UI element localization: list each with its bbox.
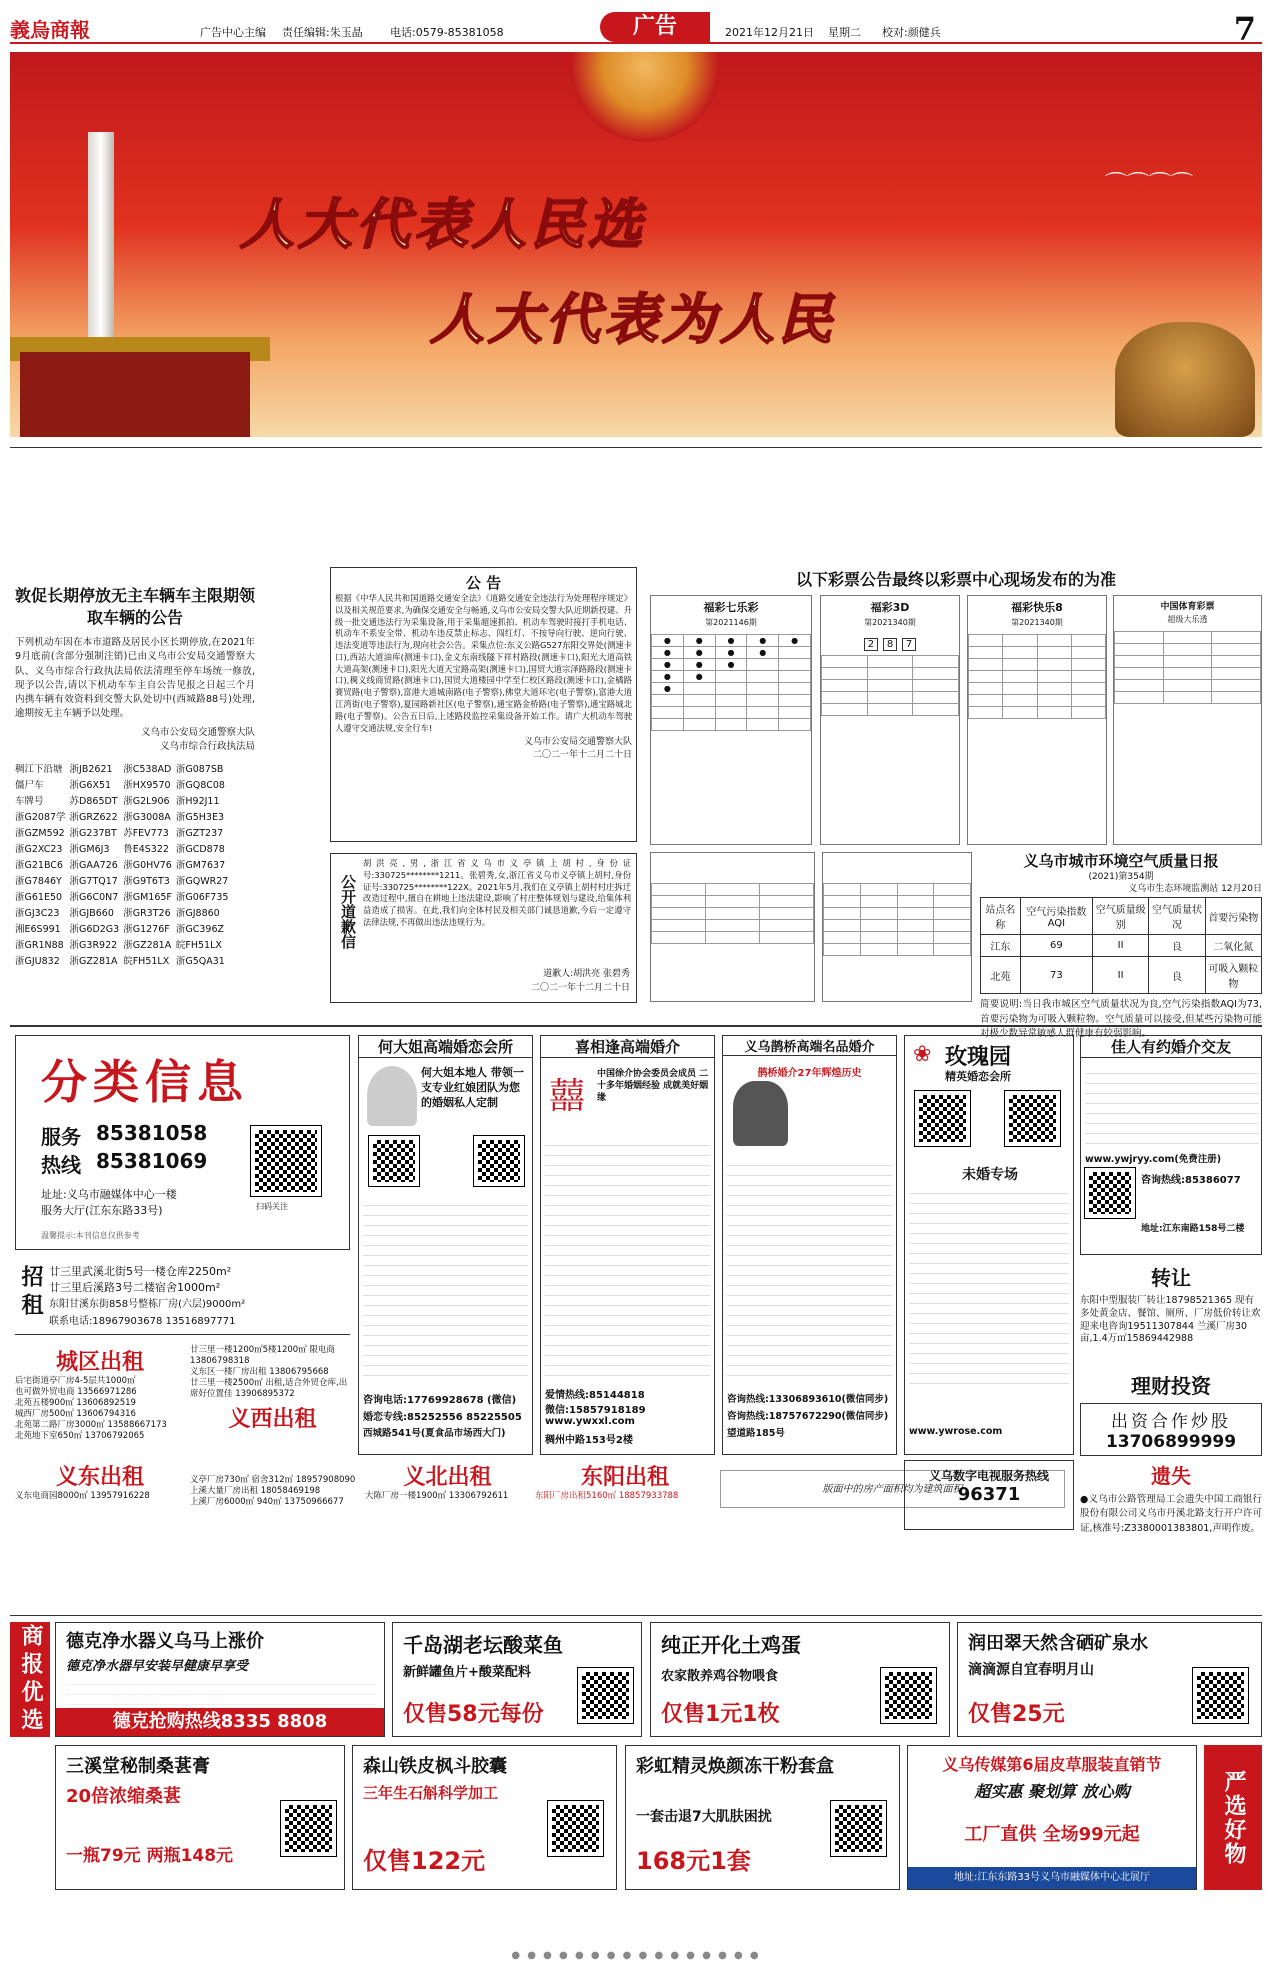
lottery-qlc-issue: 第2021146期 bbox=[705, 618, 757, 627]
transfer-title: 转让 bbox=[1151, 1266, 1191, 1290]
plate-row bbox=[15, 904, 232, 920]
promo-fur-title: 义乌传媒第6届皮草服装直销节 bbox=[942, 1755, 1162, 1774]
match-3-slogan: 鹊桥婚介27年辉煌历史 bbox=[757, 1068, 862, 1079]
air-cell: 空气质量状况 bbox=[1149, 898, 1205, 935]
air-cell: 江东 bbox=[981, 935, 1021, 957]
air-cell: II bbox=[1092, 935, 1148, 957]
rent-line3: 东阳甘溪东街858号整栋厂房(六层)9000m² bbox=[49, 1299, 246, 1310]
match-4-special: 未婚专场 bbox=[962, 1167, 1018, 1183]
plate-row bbox=[15, 808, 232, 824]
qr-code-icon[interactable] bbox=[915, 1091, 970, 1146]
weekday: 星期二 bbox=[828, 26, 861, 39]
yibei-title: 义北出租 bbox=[403, 1465, 492, 1490]
transfer-box bbox=[1080, 1262, 1262, 1346]
yixi-list bbox=[190, 1475, 360, 1508]
dongyang-box bbox=[15, 1460, 185, 1502]
match-2-web: www.ywxxl.com bbox=[545, 1416, 635, 1427]
hotline-label: 热线 bbox=[41, 1153, 81, 1177]
banner-line2: 人大代表为人民 bbox=[430, 287, 836, 351]
lottery-title: 以下彩票公告最终以彩票中心现场发布的为准 bbox=[795, 570, 1116, 589]
match-1-addr: 西城路541号(夏食品市场西大门) bbox=[363, 1428, 506, 1439]
match-5-addr: 地址:江东南路158号二楼 bbox=[1141, 1224, 1245, 1234]
match-1-tel2: 婚恋专线:85252556 85225505 bbox=[363, 1412, 522, 1423]
match-1 bbox=[358, 1035, 533, 1455]
hotline-phone: 85381069 bbox=[96, 1149, 208, 1173]
list-item: 上溪厂房6000㎡ 940㎡ 13750966677 bbox=[190, 1497, 344, 1508]
plate-cell: 苏D865DT bbox=[69, 795, 118, 807]
plate-cell: 浙G5QA31 bbox=[175, 955, 225, 967]
promo-fish-sub: 新鲜罐鱼片+酸菜配料 bbox=[403, 1665, 531, 1680]
plate-cell: 皖FH51LX bbox=[175, 939, 222, 951]
plate-row bbox=[15, 792, 232, 808]
disclaimer: 版面中的房产面积均为建筑面积 bbox=[720, 1470, 1065, 1508]
plate-cell: 浙GZ281A bbox=[123, 939, 172, 951]
dongyang-title: 东阳出租 bbox=[580, 1465, 669, 1490]
nianshan-list bbox=[190, 1345, 355, 1400]
promo-powder-sub: 一套击退7大肌肤困扰 bbox=[636, 1809, 772, 1825]
newspaper-logo: 義烏商報 bbox=[10, 18, 90, 42]
air-issue: (2021)第354期 bbox=[1088, 872, 1154, 882]
promo-mulberry[interactable] bbox=[55, 1745, 345, 1890]
member-list bbox=[1085, 1064, 1259, 1144]
transfer-body: 东阳中型服装厂转让18798521365 现有多处黄金店、餐馆、厕所、厂房低价转让欢迎来电咨询19511307844 兰溪厂房30亩,1.4万㎡15869442988 bbox=[1080, 1295, 1261, 1345]
lottery-kl8-name: 福彩快乐8 bbox=[1011, 601, 1063, 614]
match-3-tel2: 咨询热线:18757672290(微信同步) bbox=[727, 1411, 889, 1422]
vehicle-notice-body: 下列机动车因在本市道路及居民小区长期停放,在2021年9月底前(含部分强制注销)已由义乌市公安局交通警察大队、义乌市综合行政执法局依法清理至停车场统一修放,现予以公告,请以下机动车车主自公告见报之日起三个月内携车辆有效资料到交警大队处切中(西城路88号)处理,逾期按无主车辆予以处理。 bbox=[15, 637, 255, 720]
banner bbox=[10, 52, 1262, 437]
air-cell: 北苑 bbox=[981, 957, 1021, 994]
member-list bbox=[727, 1156, 892, 1381]
traffic-notice-title: 公 告 bbox=[465, 574, 502, 592]
plate-cell: 浙G6X51 bbox=[69, 779, 112, 791]
match-2-wechat: 微信:15857918189 bbox=[545, 1405, 646, 1416]
banner-line1: 人大代表人民选 bbox=[240, 192, 646, 256]
qr-code-icon[interactable] bbox=[251, 1126, 321, 1196]
plate-cell: 苏FEV773 bbox=[123, 827, 169, 839]
plate-row bbox=[15, 840, 232, 856]
chengqu-box bbox=[15, 1345, 185, 1442]
match-3-title: 义乌鹊桥高端名品婚介 bbox=[723, 1036, 896, 1056]
promo-fish-price: 仅售58元每份 bbox=[403, 1702, 544, 1727]
qr-code-icon[interactable] bbox=[1193, 1668, 1248, 1723]
plate-cell: 浙G3R922 bbox=[69, 939, 118, 951]
air-cell: 空气污染指数AQI bbox=[1020, 898, 1092, 935]
date: 2021年12月21日 bbox=[725, 26, 814, 39]
dongyang-item: 东阳厂房出租5160㎡ 18857933788 bbox=[535, 1491, 679, 1501]
promo-mulberry-title: 三溪堂秘制桑葚膏 bbox=[66, 1756, 210, 1777]
tv-phone: 96371 bbox=[957, 1484, 1021, 1505]
promo-dek-sub: 德克净水器早安装早健康早享受 bbox=[66, 1659, 249, 1674]
lottery-qlc bbox=[650, 595, 812, 845]
member-list bbox=[545, 1136, 710, 1381]
traffic-sig: 义乌市公安局交通警察大队 bbox=[523, 737, 632, 748]
service-phone: 85381058 bbox=[96, 1121, 208, 1145]
plate-cell: 浙G237BT bbox=[69, 827, 117, 839]
plate-row bbox=[15, 776, 232, 792]
traffic-notice bbox=[330, 567, 637, 842]
lottery-qlc-grid: ● ● ● ● ● ● ● ● ● ● ● ● ● ● ● bbox=[651, 634, 811, 731]
classified-notice: 温馨提示:本刊信息仅供参考 bbox=[41, 1231, 140, 1240]
promo-egg-sub: 农家散养鸡谷物喂食 bbox=[661, 1669, 779, 1684]
promo-egg-title: 纯正开化土鸡蛋 bbox=[661, 1633, 801, 1657]
match-4 bbox=[904, 1035, 1074, 1455]
promo-fish[interactable] bbox=[392, 1622, 642, 1737]
plate-cell: 浙GJU832 bbox=[15, 955, 60, 967]
list-item: 北苑五楼900㎡ 13606892519 bbox=[15, 1398, 136, 1409]
lottery-dlt bbox=[1113, 595, 1262, 845]
plate-row bbox=[15, 920, 232, 936]
section-tag: 广告 bbox=[600, 12, 710, 42]
air-cell: 二氧化氮 bbox=[1205, 935, 1261, 957]
air-cell: 站点名称 bbox=[981, 898, 1021, 935]
air-cell: 69 bbox=[1020, 935, 1092, 957]
plate-cell: 浙GC396Z bbox=[175, 923, 225, 935]
air-cell: 73 bbox=[1020, 957, 1092, 994]
lost-body: ●义乌市公路管理局工会遗失中国工商银行股份有限公司义乌市丹溪北路支行开户许可证,核准号:Z3380001383801,声明作废。 bbox=[1080, 1494, 1262, 1534]
plate-cell: 浙G7846Y bbox=[15, 875, 62, 887]
promo-powder-price: 168元1套 bbox=[636, 1847, 751, 1875]
qr-code-icon[interactable] bbox=[881, 1668, 936, 1723]
promo-fur-addr: 地址:江东东路33号义乌市融媒体中心北展厅 bbox=[908, 1867, 1196, 1889]
plate-cell: 浙G2L906 bbox=[123, 795, 170, 807]
qr-code-icon[interactable] bbox=[281, 1801, 336, 1856]
plate-cell: 浙GJB660 bbox=[69, 907, 114, 919]
promo-egg-price: 仅售1元1枚 bbox=[661, 1702, 780, 1727]
plate-cell: 浙C538AD bbox=[123, 763, 172, 775]
lottery-tc2 bbox=[822, 852, 972, 1002]
plate-cell: 浙G6D2G3 bbox=[69, 923, 120, 935]
list-item: 也可做外贸电商 13566971286 bbox=[15, 1387, 137, 1398]
plate-cell: 浙G2XC23 bbox=[15, 843, 63, 855]
air-header-row bbox=[981, 898, 1262, 935]
promo-dek-hotline: 德克抢购热线8335 8808 bbox=[56, 1708, 384, 1736]
air-row bbox=[981, 957, 1262, 994]
plate-row bbox=[15, 952, 232, 968]
plate-cell: 浙G3008A bbox=[123, 811, 171, 823]
plate-cell: 浙GM7637 bbox=[175, 859, 226, 871]
list-item: 后宅街道亭厂房4-5层共1000㎡ bbox=[15, 1376, 136, 1386]
qr-code-icon[interactable] bbox=[548, 1801, 603, 1856]
qr-code-icon[interactable] bbox=[578, 1668, 633, 1723]
promo-dendrobium-price: 仅售122元 bbox=[363, 1847, 486, 1875]
air-row bbox=[981, 935, 1262, 957]
match-4-web: www.ywrose.com bbox=[909, 1426, 1003, 1437]
match-3-phone: 咨询热线:13306893610(微信同步) bbox=[727, 1394, 889, 1405]
doves-icon: ⌒⌒⌒⌒ bbox=[1105, 172, 1194, 197]
editor: 责任编辑:朱玉晶 bbox=[282, 26, 363, 39]
finance-body: 出资合作炒股 bbox=[1111, 1412, 1231, 1432]
promo-fish-title: 千岛湖老坛酸菜鱼 bbox=[403, 1633, 563, 1657]
air-cell: 良 bbox=[1149, 957, 1205, 994]
promo-mulberry-sub: 20倍浓缩桑葚 bbox=[66, 1786, 182, 1807]
lottery-3d-num3: 7 bbox=[902, 638, 916, 651]
member-list bbox=[363, 1196, 528, 1381]
emblem-glow bbox=[570, 52, 720, 142]
footer-dots: ● ● ● ● ● ● ● ● ● ● ● ● ● ● ● ● bbox=[511, 1950, 761, 1961]
plate-cell: 浙G0HV76 bbox=[123, 859, 172, 871]
promo-dendrobium[interactable] bbox=[352, 1745, 617, 1890]
match-1-phone: 咨询电话:17769928678 (微信) bbox=[363, 1395, 517, 1406]
classified-box bbox=[15, 1035, 350, 1250]
tv-title: 义乌数字电视服务热线 bbox=[928, 1469, 1049, 1483]
portrait-photo bbox=[733, 1081, 788, 1146]
qr-code-icon[interactable] bbox=[831, 1801, 886, 1856]
plate-cell: 鲁E4S322 bbox=[123, 843, 169, 855]
promo-mulberry-price: 一瓶79元 两瓶148元 bbox=[66, 1846, 234, 1866]
traffic-date: 二〇二一年十二月二十日 bbox=[532, 750, 632, 761]
plate-row bbox=[15, 760, 232, 776]
lottery-3d-name: 福彩3D bbox=[870, 601, 910, 614]
lottery-3d-num1: 2 bbox=[864, 638, 878, 651]
chengqu-title: 城区出租 bbox=[55, 1350, 144, 1375]
plate-cell: 浙G21BC6 bbox=[15, 859, 63, 871]
plate-cell: 浙GZ281A bbox=[69, 955, 118, 967]
promo-powder[interactable] bbox=[625, 1745, 900, 1890]
match-2-addr: 稠州中路153号2楼 bbox=[545, 1435, 633, 1446]
plate-cell: 浙G1276F bbox=[123, 923, 170, 935]
promo-water[interactable] bbox=[957, 1622, 1262, 1737]
plate-cell: 稠江下沿塘 bbox=[15, 763, 63, 775]
qr-code-icon[interactable] bbox=[474, 1136, 524, 1186]
plate-row bbox=[15, 824, 232, 840]
promo-fur[interactable] bbox=[907, 1745, 1197, 1890]
plate-cell: 浙GQWR27 bbox=[175, 875, 229, 887]
plates-table bbox=[15, 760, 232, 968]
match-5-phone: 咨询热线:85386077 bbox=[1141, 1175, 1241, 1186]
match-1-title: 何大姐高端婚恋会所 bbox=[359, 1036, 532, 1058]
plate-cell: 浙GZM592 bbox=[15, 827, 65, 839]
tv-box bbox=[904, 1460, 1074, 1530]
page-header bbox=[10, 10, 1262, 48]
phone: 电话:0579-85381058 bbox=[390, 26, 504, 39]
apology-label: 公开道歉信 bbox=[339, 874, 357, 949]
plate-cell: 浙GM6J3 bbox=[69, 843, 110, 855]
match-2-slogan: 中国徐介协会委员会成员 二十多年婚姻经验 成就美好姻缘 bbox=[597, 1069, 709, 1104]
rent-box bbox=[15, 1260, 350, 1335]
plate-cell: 浙JB2621 bbox=[69, 763, 113, 775]
nianshan-box bbox=[190, 1345, 355, 1433]
editor-in-chief: 广告中心主编 bbox=[200, 26, 266, 39]
portrait-photo bbox=[367, 1066, 417, 1126]
qr-code-icon[interactable] bbox=[369, 1136, 419, 1186]
lottery-3d bbox=[820, 595, 960, 845]
yibei-item: 大陈厂房一楼1900㎡ 13306792611 bbox=[365, 1491, 509, 1501]
air-cell: II bbox=[1092, 957, 1148, 994]
yixi-title: 义西出租 bbox=[228, 1407, 317, 1433]
qr-code-icon[interactable] bbox=[1085, 1168, 1135, 1218]
plate-row bbox=[15, 856, 232, 872]
plate-row bbox=[15, 872, 232, 888]
plate-cell: 浙G6C0N7 bbox=[69, 891, 119, 903]
promo-dek[interactable] bbox=[55, 1622, 385, 1737]
lottery-3d-grid bbox=[821, 655, 959, 716]
promo-water-sub: 滴滴源自宜春明月山 bbox=[968, 1662, 1094, 1678]
promo-dek-title: 德克净水器义乌马上涨价 bbox=[66, 1631, 264, 1652]
lottery-dlt-name: 中国体育彩票 bbox=[1160, 602, 1215, 612]
match-2-phone: 爱情热线:85144818 bbox=[545, 1390, 645, 1401]
yidong-title: 义东出租 bbox=[55, 1465, 144, 1490]
finance-box bbox=[1080, 1370, 1262, 1456]
plate-cell: 浙GJ8860 bbox=[175, 907, 220, 919]
match-5 bbox=[1080, 1035, 1262, 1255]
lottery-kl8-grid bbox=[968, 634, 1106, 719]
finance-phone: 13706899999 bbox=[1105, 1432, 1237, 1452]
rent-contact: 联系电话:18967903678 13516897771 bbox=[49, 1316, 236, 1327]
yidong-item: 义东电商园8000㎡ 13957916228 bbox=[15, 1491, 150, 1501]
match-4-title: 玫瑰园 bbox=[945, 1045, 1012, 1070]
plate-cell: 浙G2087学 bbox=[15, 811, 66, 823]
classified-hall: 服务大厅(江东东路33号) bbox=[41, 1204, 163, 1217]
chengqu-list bbox=[15, 1376, 185, 1442]
lottery-tc1 bbox=[650, 852, 815, 1002]
air-source: 义乌市生态环境监测站 12月20日 bbox=[1128, 884, 1262, 895]
classified-title: 分类信息 bbox=[41, 1055, 249, 1109]
qr-code-icon[interactable] bbox=[1005, 1091, 1060, 1146]
rose-icon: ❀ bbox=[913, 1042, 932, 1067]
list-item: 上溪大量厂房出租 18058469198 bbox=[190, 1486, 321, 1497]
promo-egg[interactable] bbox=[650, 1622, 950, 1737]
stone-lion bbox=[1115, 322, 1255, 437]
qr-label: 扫码关注 bbox=[256, 1202, 288, 1211]
plate-cell: 皖FH51LX bbox=[123, 955, 170, 967]
promo-fur-price: 工厂直供 全场99元起 bbox=[964, 1824, 1140, 1845]
vehicle-sig2: 义乌市综合行政执法局 bbox=[159, 740, 255, 752]
plate-cell: 浙G9T6T3 bbox=[123, 875, 170, 887]
list-item: 义亭厂房730㎡ 宿舍312㎡ 18957908090 bbox=[190, 1475, 356, 1485]
member-list bbox=[909, 1184, 1069, 1384]
promo-dendrobium-sub: 三年生石斛科学加工 bbox=[363, 1784, 499, 1802]
plate-cell: 浙GCD878 bbox=[175, 843, 225, 855]
tag-left: 商报优选 bbox=[10, 1622, 50, 1737]
air-cell: 首要污染物 bbox=[1205, 898, 1261, 935]
traffic-notice-body: 根据《中华人民共和国道路交通安全法》《道路交通安全违法行为处理程序规定》以及相关规范要求,为确保交通安全与畅通,义乌市公安局交警大队近期新投建、升级一批交通违法行为采集设备,用于采集超速抓拍、机动车驾驶时接打手机电话、机动车不系安全带、机动车违反禁止标志、闯红灯、不按导向行驶、逆向行驶、违法变道等违法行为,现向社会公告。采集点位:东义公路G527东阳交界处(测速卡口),西站大道油库(测速卡口),金义东南线隧下祥村路段(测速卡口),阳光大道高铁大道高架(测速卡口),阳光大道天宝路高架(测速卡口),国贸大道宗泽路路段(测速卡口),稠义线商贸路(测速卡口),国贸大道楼园中学至仁校区路段(测速卡口),金橘路赛贸路(电子警察),富港大道城南路(电子警察),佛堂大道环宅(电子警察),富港大道江湾街(电子警察),夏园路新社区(电子警察),通宝路金桥路(电子警察),通宝路城北路(电子警察)。公告五日后,上述路段监控采集设备开始工作。请广大机动车驾驶人遵守交通法规,安全行车! bbox=[335, 593, 632, 733]
match-2 bbox=[540, 1035, 715, 1455]
promo-powder-title: 彩虹精灵焕颜冻干粉套盒 bbox=[636, 1756, 834, 1777]
plate-row bbox=[15, 888, 232, 904]
plate-cell: 浙G5H3E3 bbox=[175, 811, 225, 823]
plate-cell: 浙G087SB bbox=[175, 763, 224, 775]
match-1-slogan: 何大姐本地人 带领一支专业红娘团队为您的婚姻私人定制 bbox=[421, 1066, 524, 1109]
lost-title: 遗失 bbox=[1151, 1464, 1191, 1488]
lottery-kl8-issue: 第2021340期 bbox=[1011, 618, 1063, 627]
plate-cell: 浙G06F735 bbox=[175, 891, 229, 903]
air-cell: 空气质量级别 bbox=[1092, 898, 1148, 935]
plate-cell: 浙GM165F bbox=[123, 891, 172, 903]
tiananmen-gate bbox=[20, 352, 250, 437]
plate-cell: 浙G61E50 bbox=[15, 891, 63, 903]
service-label: 服务 bbox=[41, 1125, 81, 1149]
lost-box bbox=[1080, 1460, 1262, 1536]
lottery-kl8 bbox=[967, 595, 1107, 845]
list-item: 北苑地下室650㎡ 13706792065 bbox=[15, 1431, 145, 1442]
air-cell: 可吸入颗粒物 bbox=[1205, 957, 1261, 994]
plate-cell: 浙GJ3C23 bbox=[15, 907, 60, 919]
match-3 bbox=[722, 1035, 897, 1455]
plate-cell: 车牌号 bbox=[15, 795, 44, 807]
plate-cell: 浙G7TQ17 bbox=[69, 875, 118, 887]
match-2-title: 喜相逢高端婚介 bbox=[541, 1036, 714, 1058]
plate-cell: 浙GR1N88 bbox=[15, 939, 64, 951]
classified-address: 址址:义乌市融媒体中心一楼 bbox=[41, 1188, 177, 1201]
plate-cell: 僵尸车 bbox=[15, 779, 44, 791]
yixi-box bbox=[190, 1475, 360, 1508]
apology-body: 胡洪亮,男,浙江省义乌市义亭镇上胡村,身份证号:330725********1211。张碧秀,女,浙江省义乌市义亭镇上胡村,身份证号:330725********122X。2021年5月,我们在义亭镇上胡村村庄拆迁改造过程中,擅自在耕地上违法建设,影响了村庄整体规划与建设,给集体利益造成了损害。在此,我们向全体村民及相关部门诚恳道歉,今后一定遵守法律法规,不再做出违法违规行为。 bbox=[363, 858, 631, 927]
yibei-box bbox=[365, 1460, 530, 1502]
air-note: 简要说明:当日我市城区空气质量状况为良,空气污染指数AQI为73,首要污染物为可吸入颗粒物。空气质量可以接受,但某些污染物可能对极少数异常敏感人群健康有较弱影响。 bbox=[980, 999, 1262, 1039]
promo-water-price: 仅售25元 bbox=[968, 1702, 1065, 1727]
plate-row bbox=[15, 936, 232, 952]
rent-line2: 廿三里后溪路3号二楼宿舍1000m² bbox=[49, 1281, 221, 1294]
page-number: 7 bbox=[1233, 10, 1256, 48]
vehicle-sig1: 义乌市公安局交通警察大队 bbox=[140, 726, 255, 738]
plate-cell: 浙GZT237 bbox=[175, 827, 224, 839]
lottery-dlt-grid bbox=[1114, 631, 1261, 704]
plate-cell: 湘E6S991 bbox=[15, 923, 61, 935]
match-5-web: www.ywjryy.com(免费注册) bbox=[1085, 1154, 1222, 1165]
rent-line1: 廿三里武溪北街5号一楼仓库2250m² bbox=[49, 1265, 232, 1278]
dongyang-cz-box bbox=[535, 1460, 715, 1502]
air-title: 义乌市城市环境空气质量日报 bbox=[1023, 852, 1219, 870]
promo-fur-sub: 超实惠 聚划算 放心购 bbox=[974, 1782, 1130, 1801]
lottery-3d-issue: 第2021340期 bbox=[864, 618, 916, 627]
match-5-title: 佳人有约婚介交友 bbox=[1081, 1036, 1261, 1058]
match-4-subtitle: 精英婚恋会所 bbox=[945, 1070, 1011, 1083]
list-item: 廿三里一楼1200㎡5楼1200㎡ 限电商 13806798318 bbox=[190, 1345, 335, 1367]
plate-cell: 浙HX9570 bbox=[123, 779, 171, 791]
proofreader: 校对:颜健兵 bbox=[882, 26, 941, 39]
double-happiness-icon: 囍 bbox=[549, 1076, 586, 1117]
list-item: 廿三里一楼2500㎡ 出租,适合外贸仓库,出席好位置佳 13906895372 bbox=[190, 1378, 348, 1400]
plate-cell: 浙H92J11 bbox=[175, 795, 220, 807]
apology-sig: 道歉人:胡洪亮 张碧秀 bbox=[543, 969, 630, 979]
tag-right: 严选好物 bbox=[1204, 1745, 1262, 1890]
air-quality bbox=[980, 850, 1262, 1041]
list-item: 北苑第二路厂房3000㎡ 13588667173 bbox=[15, 1420, 167, 1431]
list-item: 义东区一楼厂房出租 13806795668 bbox=[190, 1367, 329, 1378]
vehicle-notice-title: 敦促长期停放无主车辆车主限期领取车辆的公告 bbox=[15, 586, 256, 627]
list-item: 城西厂房500㎡ 13606794316 bbox=[15, 1409, 136, 1420]
match-3-addr: 望道路185号 bbox=[727, 1428, 785, 1439]
plate-cell: 浙GR3T26 bbox=[123, 907, 171, 919]
plate-cell: 浙GRZ622 bbox=[69, 811, 118, 823]
plate-cell: 浙GQ8C08 bbox=[175, 779, 225, 791]
air-table bbox=[980, 897, 1262, 994]
lottery-3d-num2: 8 bbox=[883, 638, 897, 651]
promo-dendrobium-title: 森山铁皮枫斗胶囊 bbox=[363, 1756, 507, 1777]
rent-label: 招租 bbox=[18, 1265, 43, 1321]
lottery-dlt-issue: 超级大乐透 bbox=[1167, 615, 1208, 624]
finance-title: 理财投资 bbox=[1131, 1374, 1211, 1398]
apology-date: 二〇二一年十二月二十日 bbox=[530, 983, 630, 993]
plate-cell: 浙GAA726 bbox=[69, 859, 118, 871]
air-cell: 良 bbox=[1149, 935, 1205, 957]
lottery-qlc-name: 福彩七乐彩 bbox=[703, 601, 759, 614]
promo-water-title: 润田翠天然含硒矿泉水 bbox=[968, 1633, 1148, 1654]
vehicle-notice bbox=[15, 585, 255, 968]
apology-letter bbox=[330, 853, 637, 1003]
